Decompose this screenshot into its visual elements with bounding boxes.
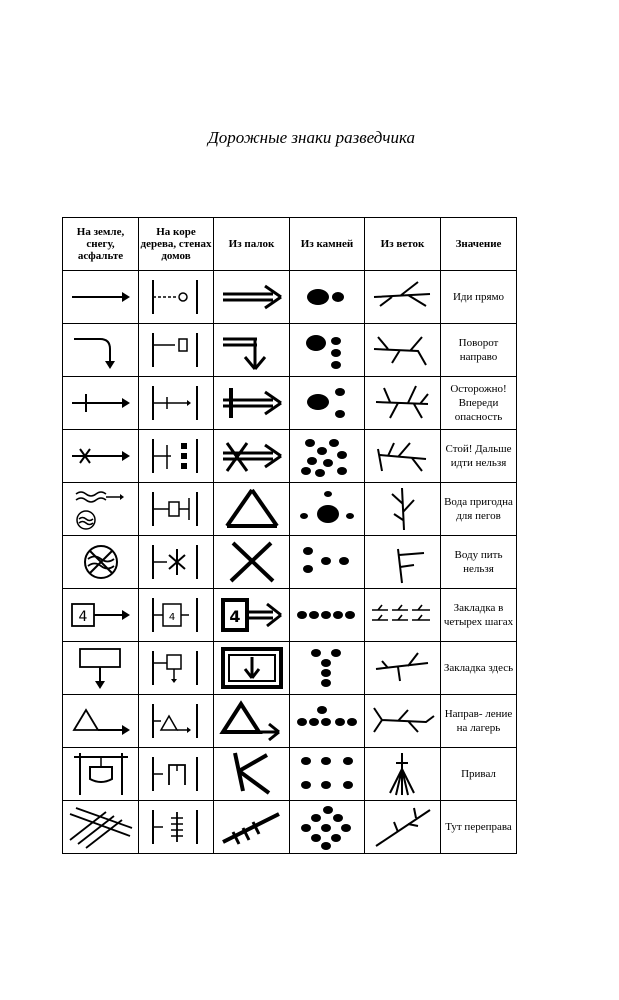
- sticks-cache-steps-icon: [217, 590, 287, 640]
- stones-icon: [292, 537, 362, 587]
- table-row: [63, 801, 517, 854]
- cache-here-icon: [66, 643, 136, 693]
- meaning-cell: Закладка в четырех шагах: [441, 589, 517, 642]
- sticks-rest-icon: [217, 749, 287, 799]
- column-header-sticks: Из палок: [214, 218, 290, 271]
- column-header-bark: На коре дерева, стенах домов: [139, 218, 214, 271]
- step-count-label: 4: [78, 609, 87, 625]
- bark-cache-here-icon: [141, 643, 211, 693]
- bark-rest-icon: [141, 749, 211, 799]
- stones-icon: [292, 325, 362, 375]
- bark-water-icon: [141, 484, 211, 534]
- arrow-right-icon: [66, 272, 136, 322]
- branch-icon: [368, 484, 438, 534]
- sticks-triangle-icon: [217, 484, 287, 534]
- meaning-cell: Поворот направо: [441, 324, 517, 377]
- table-row: [63, 377, 517, 430]
- table-header-row: [63, 218, 517, 271]
- water-drinkable-icon: [66, 484, 136, 534]
- branch-icon: [368, 643, 438, 693]
- table-row: [63, 430, 517, 483]
- table-row: [63, 695, 517, 748]
- step-count-label: 4: [228, 607, 241, 626]
- signs-table: [62, 217, 517, 854]
- meaning-cell: Вода пригодна для пегов: [441, 483, 517, 536]
- sticks-cross-icon: [217, 537, 287, 587]
- column-header-branches: Из веток: [365, 218, 441, 271]
- bark-straight-icon: [141, 272, 211, 322]
- table-row: [63, 271, 517, 324]
- branch-icon: [368, 431, 438, 481]
- branch-icon: [368, 272, 438, 322]
- meaning-cell: Осторожно! Впереди опасность: [441, 377, 517, 430]
- meaning-cell: Иди прямо: [441, 271, 517, 324]
- table-row: [63, 642, 517, 695]
- stones-icon: [292, 431, 362, 481]
- bark-danger-icon: [141, 378, 211, 428]
- stones-icon: [292, 590, 362, 640]
- camp-rest-icon: [66, 749, 136, 799]
- table-row: [63, 589, 517, 642]
- meaning-cell: Тут переправа: [441, 801, 517, 854]
- meaning-cell: Закладка здесь: [441, 642, 517, 695]
- step-count-label: 4: [168, 612, 176, 623]
- branch-icon: [368, 537, 438, 587]
- meaning-cell: Воду пить нельзя: [441, 536, 517, 589]
- sticks-stop-icon: [217, 431, 287, 481]
- meaning-cell: Стой! Дальше идти нельзя: [441, 430, 517, 483]
- column-header-stones: Из камней: [290, 218, 365, 271]
- sticks-arrow-icon: [217, 272, 287, 322]
- table-row: [63, 748, 517, 801]
- sticks-turn-icon: [217, 325, 287, 375]
- page-title: Дорожные знаки разведчика: [207, 128, 416, 147]
- meaning-cell: Направ- ление на лагерь: [441, 695, 517, 748]
- sticks-frame-icon: [217, 643, 287, 693]
- branch-bundle-icon: [368, 749, 438, 799]
- stones-icon: [292, 643, 362, 693]
- table-row: [63, 536, 517, 589]
- stones-icon: [292, 378, 362, 428]
- branch-icon: [368, 325, 438, 375]
- table-row: [63, 324, 517, 377]
- bark-crossing-icon: [141, 802, 211, 852]
- sticks-crossing-icon: [217, 802, 287, 852]
- camp-direction-icon: [66, 696, 136, 746]
- branch-icon: [368, 696, 438, 746]
- bark-stop-icon: [141, 431, 211, 481]
- stones-icon: [292, 696, 362, 746]
- stones-icon: [292, 272, 362, 322]
- sticks-danger-icon: [217, 378, 287, 428]
- bark-camp-icon: [141, 696, 211, 746]
- crossing-icon: [66, 802, 136, 852]
- stones-icon: [292, 802, 362, 852]
- turn-right-arrow-icon: [66, 325, 136, 375]
- branch-icon: [368, 802, 438, 852]
- meaning-cell: Привал: [441, 748, 517, 801]
- branch-icon: [368, 378, 438, 428]
- water-forbidden-icon: [66, 537, 136, 587]
- danger-arrow-icon: [66, 378, 136, 428]
- bark-turn-icon: [141, 325, 211, 375]
- table-row: [63, 483, 517, 536]
- bark-cache-steps-icon: [141, 590, 211, 640]
- branches-row-icon: [368, 590, 438, 640]
- stones-icon: [292, 484, 362, 534]
- bark-forbidden-icon: [141, 537, 211, 587]
- stones-icon: [292, 749, 362, 799]
- sticks-camp-icon: [217, 696, 287, 746]
- stop-arrow-icon: [66, 431, 136, 481]
- cache-steps-icon: [66, 590, 136, 640]
- column-header-meaning: Значение: [441, 218, 517, 271]
- column-header-ground: На земле, снегу, асфальте: [63, 218, 139, 271]
